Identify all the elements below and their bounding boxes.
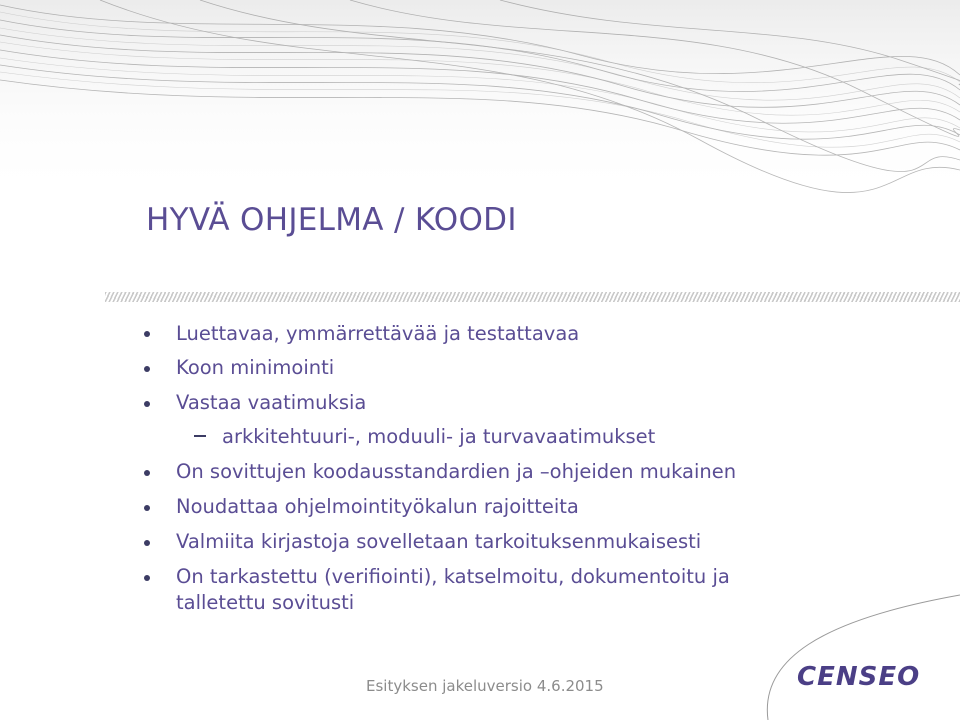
bullet-icon <box>144 575 150 581</box>
bullet-item: Valmiita kirjastoja sovelletaan tarkoituksenmukaisesti <box>176 530 702 553</box>
footer-version-text: Esityksen jakeluversio 4.6.2015 <box>366 677 604 695</box>
sub-bullet-item: arkkitehtuuri-, moduuli- ja turvavaatimukset <box>222 425 656 448</box>
bullet-icon <box>144 331 150 337</box>
bullet-item: Noudattaa ohjelmointityökalun rajoitteita <box>176 495 579 518</box>
bullet-icon <box>144 470 150 476</box>
bullet-item: Luettavaa, ymmärrettävää ja testattavaa <box>176 322 580 345</box>
bullet-icon <box>144 366 150 372</box>
slide-title: HYVÄ OHJELMA / KOODI <box>146 202 517 238</box>
bullet-item: On tarkastettu (verifiointi), katselmoitu, dokumentoitu ja talletettu sovitusti <box>176 565 730 614</box>
bullet-icon <box>144 401 150 407</box>
bullet-icon <box>144 540 150 546</box>
censeo-logo: CENSEO <box>797 662 921 692</box>
bullet-icon <box>144 505 150 511</box>
bullet-item: Koon minimointi <box>176 356 335 379</box>
sub-bullet-dash-icon <box>194 435 206 437</box>
bullet-item: Vastaa vaatimuksia <box>176 391 367 414</box>
bullet-item: On sovittujen koodausstandardien ja –ohjeiden mukainen <box>176 460 737 483</box>
corner-curve-graphic <box>740 590 960 720</box>
